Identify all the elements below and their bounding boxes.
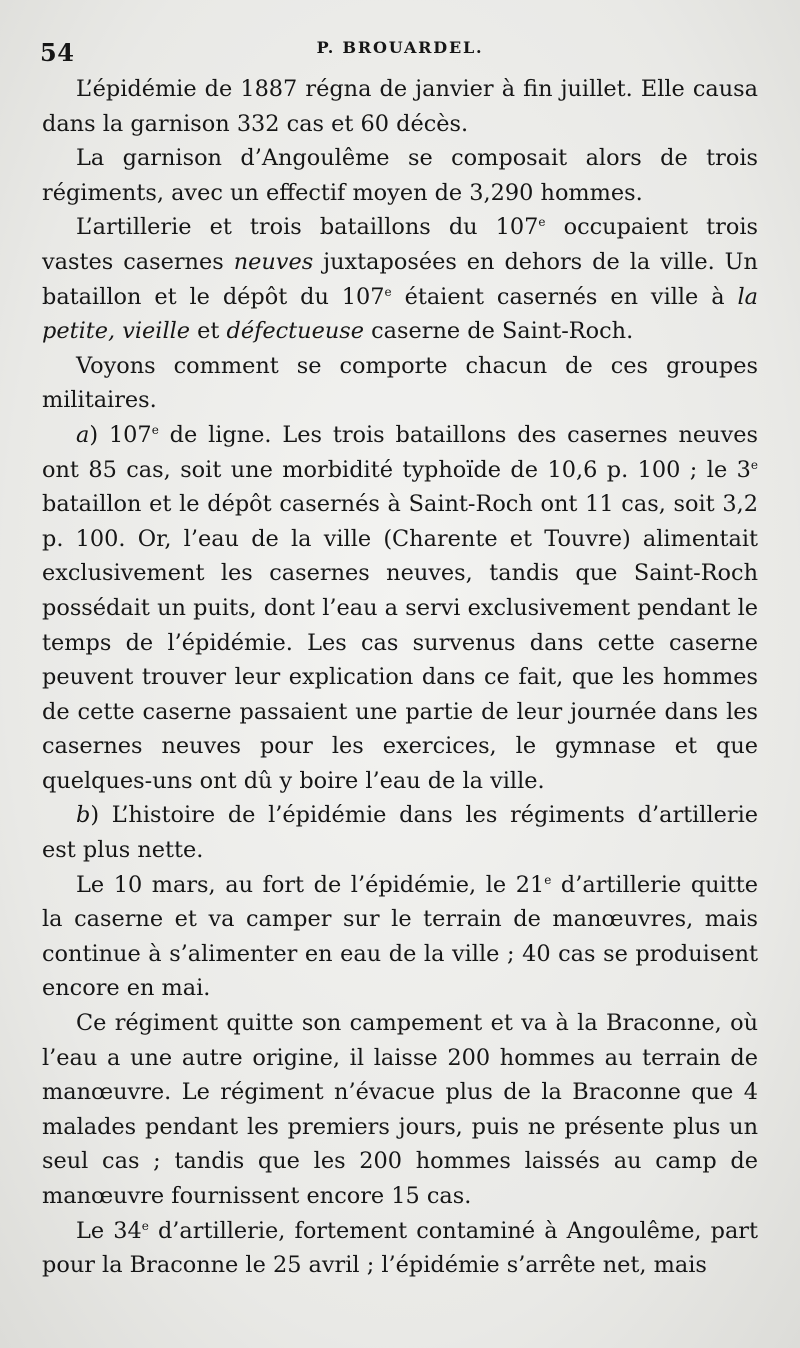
text-run: de ligne. Les trois bataillons des casernes neuves ont 85 cas, soit une morbidité typhoïde de 10,6 p. 100 ; le 3 xyxy=(42,421,758,483)
text-run: L’artillerie et trois bataillons du 107 xyxy=(76,214,539,241)
superscript: e xyxy=(384,284,392,299)
page-header xyxy=(40,30,760,70)
text-run: ) 107 xyxy=(89,421,152,448)
text-run: Le 10 mars, au fort de l’épidémie, le 21 xyxy=(76,871,545,898)
paragraph xyxy=(42,210,758,348)
paragraph xyxy=(42,141,758,210)
superscript: e xyxy=(544,872,552,887)
italic-text: a xyxy=(76,421,90,448)
body-text xyxy=(42,72,758,1283)
text-run: et xyxy=(190,318,227,345)
superscript: e xyxy=(750,457,758,472)
paragraph xyxy=(42,1214,758,1283)
text-run: juxtaposées en dehors de la ville. Un bataillon et le dépôt du 107 xyxy=(42,248,758,310)
superscript: e xyxy=(141,1218,149,1233)
italic-text: la petite, vieille xyxy=(42,283,759,345)
page-number: 54 xyxy=(40,38,75,67)
paragraph xyxy=(42,349,758,418)
paragraph xyxy=(42,798,758,867)
text-run: bataillon et le dépôt casernés à Saint-Roch ont 11 cas, soit 3,2 p. 100. Or, l’eau de la ville (Charente et Touvre) alimentait exclusivement les casernes neuves, tandis que Saint-Roch possédait un puits, dont l’eau a servi exclusivement pendant le temps de l’épidémie. Les cas survenus dans cette caserne peuvent trouver leur explication dans ce fait, que les hommes de cette caserne passaient une partie de leur journée dans les casernes neuves pour les exercices, le gymnase et que quelques-uns ont dû y boire l’eau de la ville. xyxy=(42,491,758,794)
italic-text: b xyxy=(76,802,91,829)
text-run: étaient casernés en ville à xyxy=(391,283,738,310)
text-run: Ce régiment quitte son campement et va à la Braconne, où l’eau a une autre origine, il laisse 200 hommes au terrain de manœuvre. Le régiment n’évacue plus de la Braconne que 4 malades pendant les premiers jours, puis ne présente plus un seul cas ; tandis que les 200 hommes laissés au camp de manœuvre fournissent encore 15 cas. xyxy=(42,1010,758,1209)
italic-text: neuves xyxy=(233,248,314,275)
running-title: P. BROUARDEL. xyxy=(316,38,484,57)
text-run: ) L’histoire de l’épidémie dans les régiments d’artillerie est plus nette. xyxy=(42,802,758,864)
text-run: caserne de Saint-Roch. xyxy=(364,318,634,345)
superscript: e xyxy=(151,422,159,437)
text-run: d’artillerie, fortement contaminé à Angoulême, part pour la Braconne le 25 avril ; l’épidémie s’arrête net, mais xyxy=(42,1217,759,1279)
text-run: Le 34 xyxy=(76,1217,142,1244)
text-run: L’épidémie de 1887 régna de janvier à fin juillet. Elle causa dans la garnison 332 cas et 60 décès. xyxy=(42,76,758,137)
paragraph xyxy=(42,1006,758,1214)
paragraph xyxy=(42,868,758,1006)
text-run: Voyons comment se comporte chacun de ces groupes militaires. xyxy=(42,352,758,414)
text-run: d’artillerie quitte la caserne et va camper sur le terrain de manœuvres, mais continue à s’alimenter en eau de la ville ; 40 cas se produisent encore en mai. xyxy=(42,871,758,1002)
paragraph xyxy=(42,418,758,799)
italic-text: défectueuse xyxy=(226,318,365,345)
text-run: La garnison d’Angoulême se composait alors de trois régiments, avec un effectif moyen de 3,290 hommes. xyxy=(42,145,758,206)
superscript: e xyxy=(538,215,546,230)
paragraph xyxy=(42,72,758,141)
text-run: occupaient trois vastes casernes xyxy=(42,214,759,275)
